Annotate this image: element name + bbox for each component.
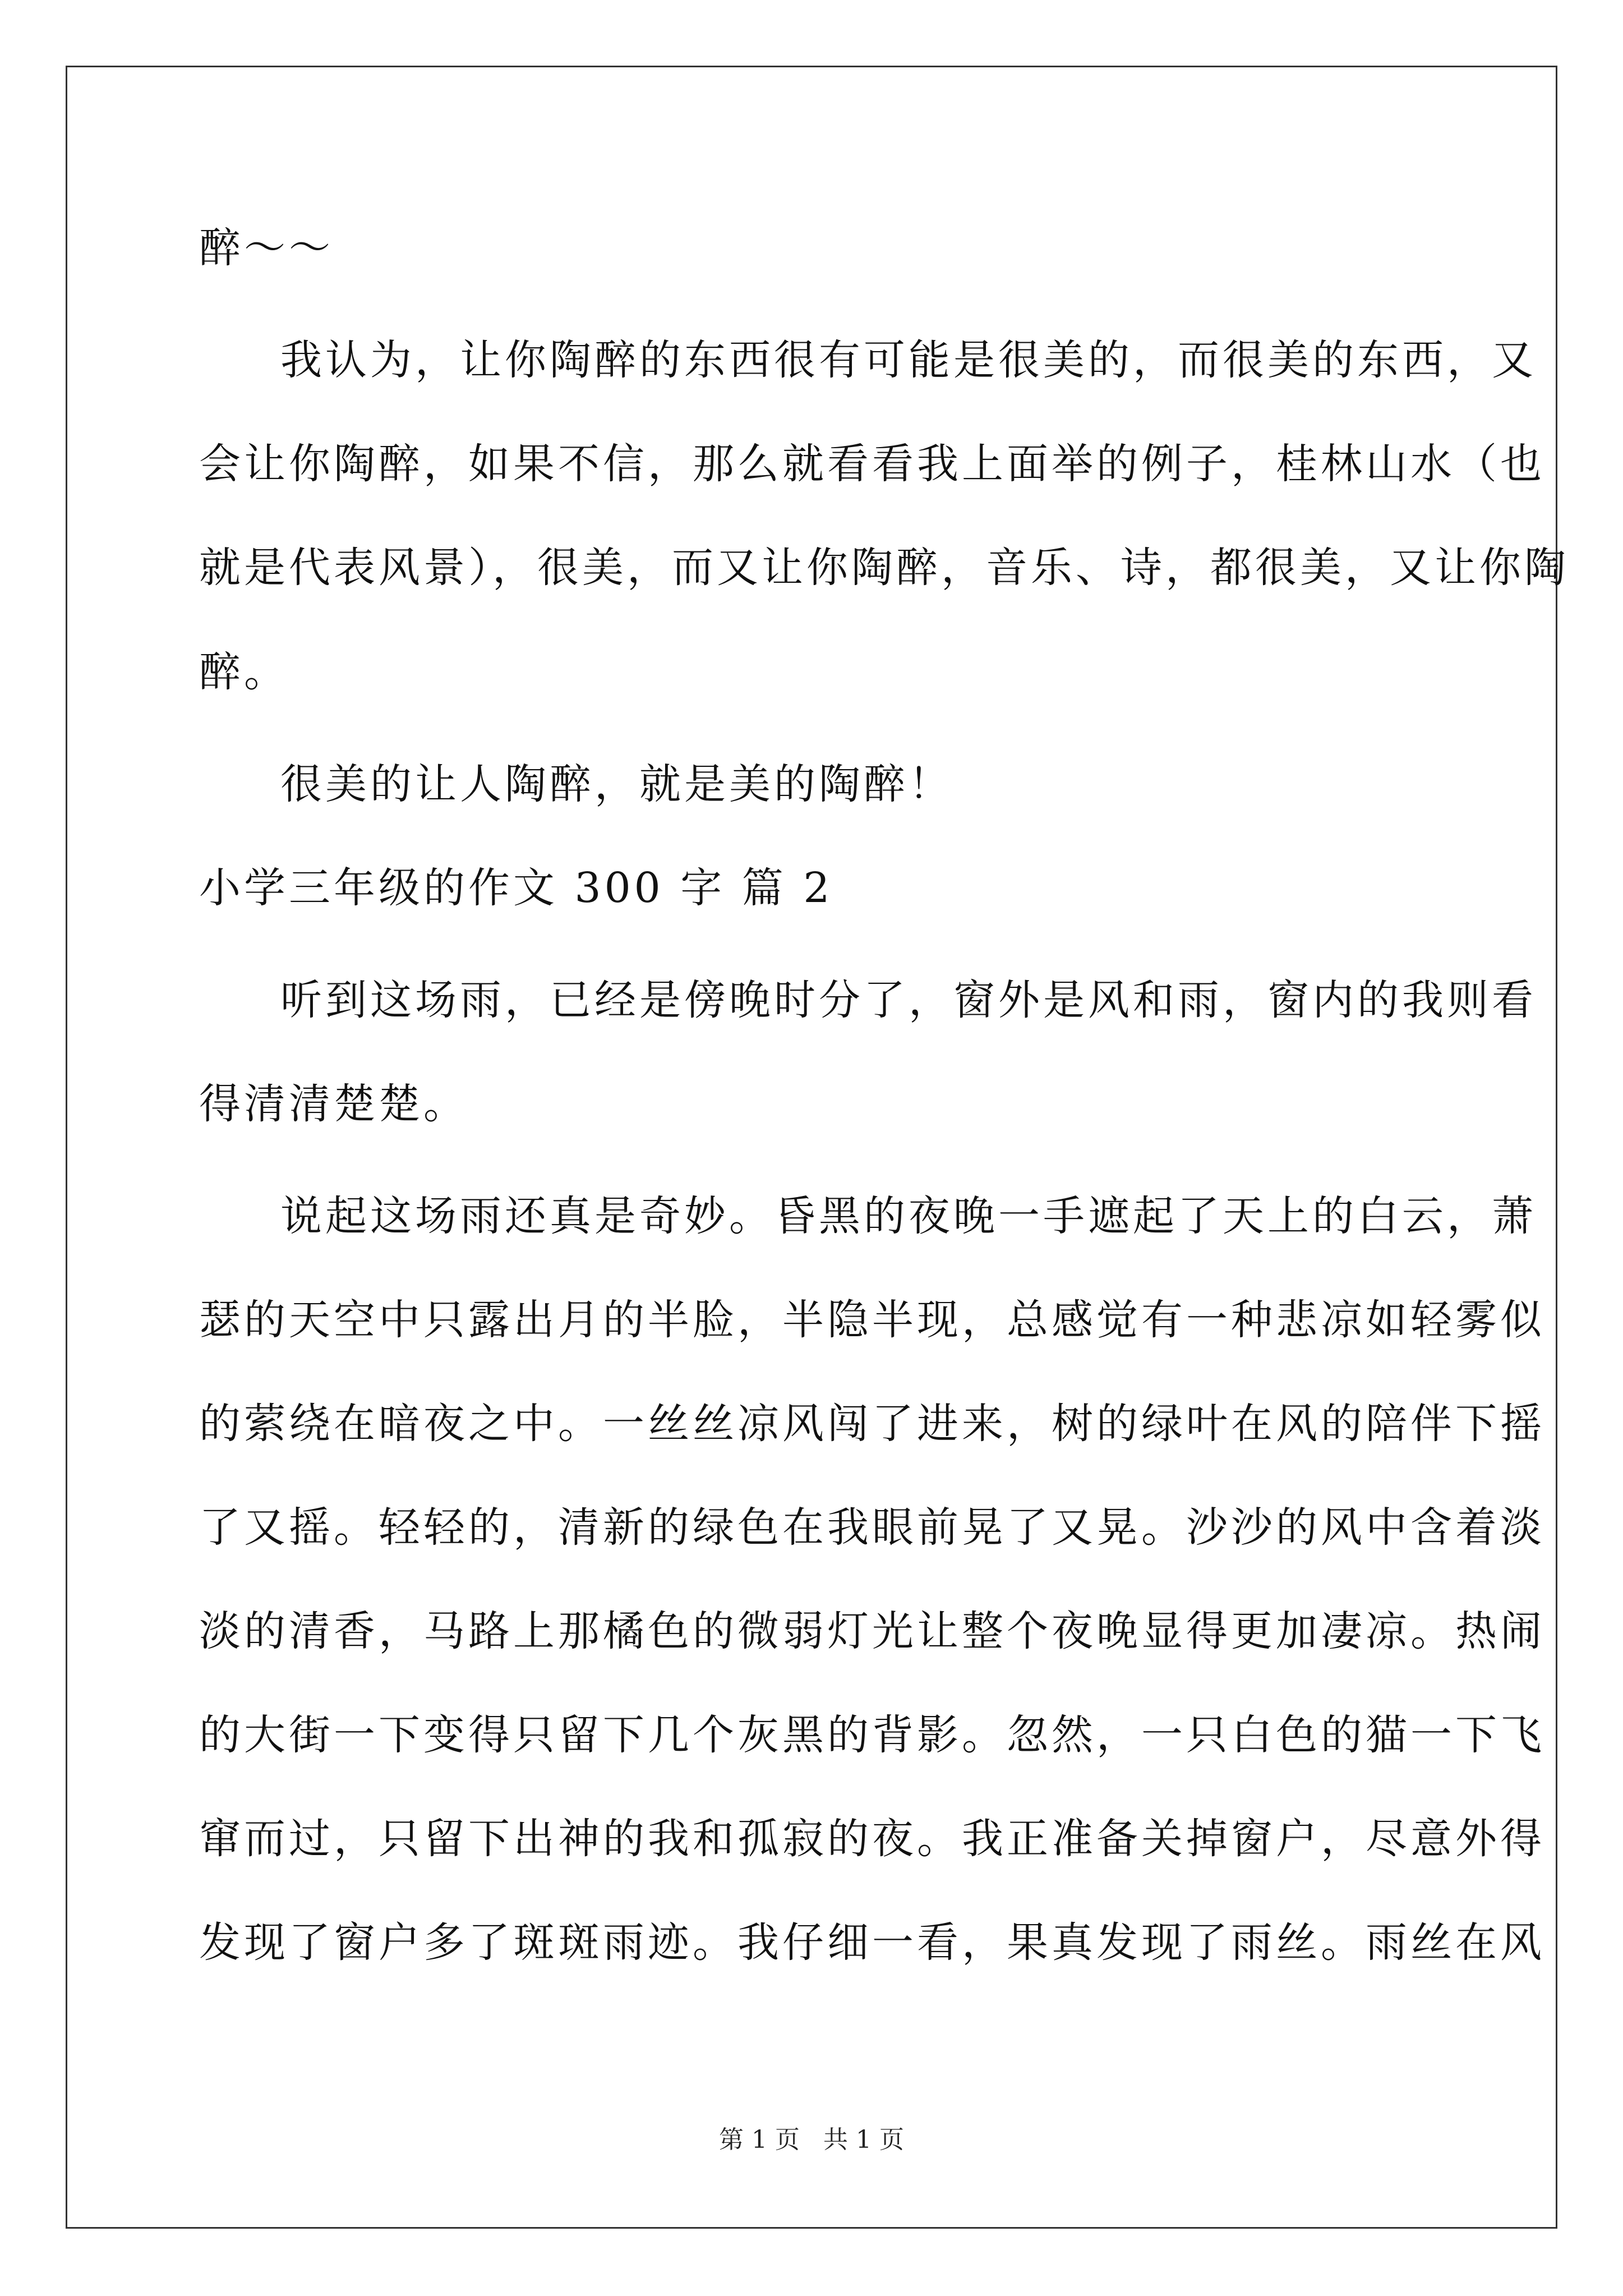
text-line: 的萦绕在暗夜之中。一丝丝凉风闯了进来，树的绿叶在风的陪伴下摇 bbox=[199, 1400, 1545, 1448]
text-line: 窜而过，只留下出神的我和孤寂的夜。我正准备关掉窗户，尽意外得 bbox=[199, 1815, 1545, 1863]
text-line: 淡的清香，马路上那橘色的微弱灯光让整个夜晚显得更加凄凉。热闹 bbox=[199, 1607, 1545, 1655]
page-number: 第 1 页 bbox=[719, 2125, 800, 2154]
paragraph-first-line: 我认为，让你陶醉的东西很有可能是很美的，而很美的东西，又 bbox=[280, 336, 1537, 384]
text-line: 得清清楚楚。 bbox=[199, 1080, 468, 1128]
page-total: 共 1 页 bbox=[823, 2125, 904, 2154]
page-footer bbox=[0, 2123, 1623, 2157]
text-line: 醉～～ bbox=[199, 224, 334, 272]
section-heading: 小学三年级的作文 300 字 篇 2 bbox=[199, 864, 833, 912]
paragraph-first-line: 说起这场雨还真是奇妙。昏黑的夜晚一手遮起了天上的白云，萧 bbox=[280, 1192, 1537, 1240]
paragraph-first-line: 听到这场雨，已经是傍晚时分了，窗外是风和雨，窗内的我则看 bbox=[280, 976, 1537, 1024]
text-line: 就是代表风景），很美，而又让你陶醉，音乐、诗，都很美，又让你陶 bbox=[199, 544, 1569, 592]
text-line: 瑟的天空中只露出月的半脸，半隐半现，总感觉有一种悲凉如轻雾似 bbox=[199, 1296, 1545, 1344]
text-line: 会让你陶醉，如果不信，那么就看看我上面举的例子，桂林山水（也 bbox=[199, 440, 1545, 488]
text-line: 了又摇。轻轻的，清新的绿色在我眼前晃了又晃。沙沙的风中含着淡 bbox=[199, 1503, 1545, 1552]
page-border bbox=[66, 66, 1569, 2229]
paragraph-first-line: 很美的让人陶醉，就是美的陶醉！ bbox=[280, 760, 953, 808]
text-line: 醉。 bbox=[199, 648, 289, 696]
text-line: 发现了窗户多了斑斑雨迹。我仔细一看，果真发现了雨丝。雨丝在风 bbox=[199, 1918, 1545, 1967]
text-line: 的大街一下变得只留下几个灰黑的背影。忽然，一只白色的猫一下飞 bbox=[199, 1711, 1545, 1759]
